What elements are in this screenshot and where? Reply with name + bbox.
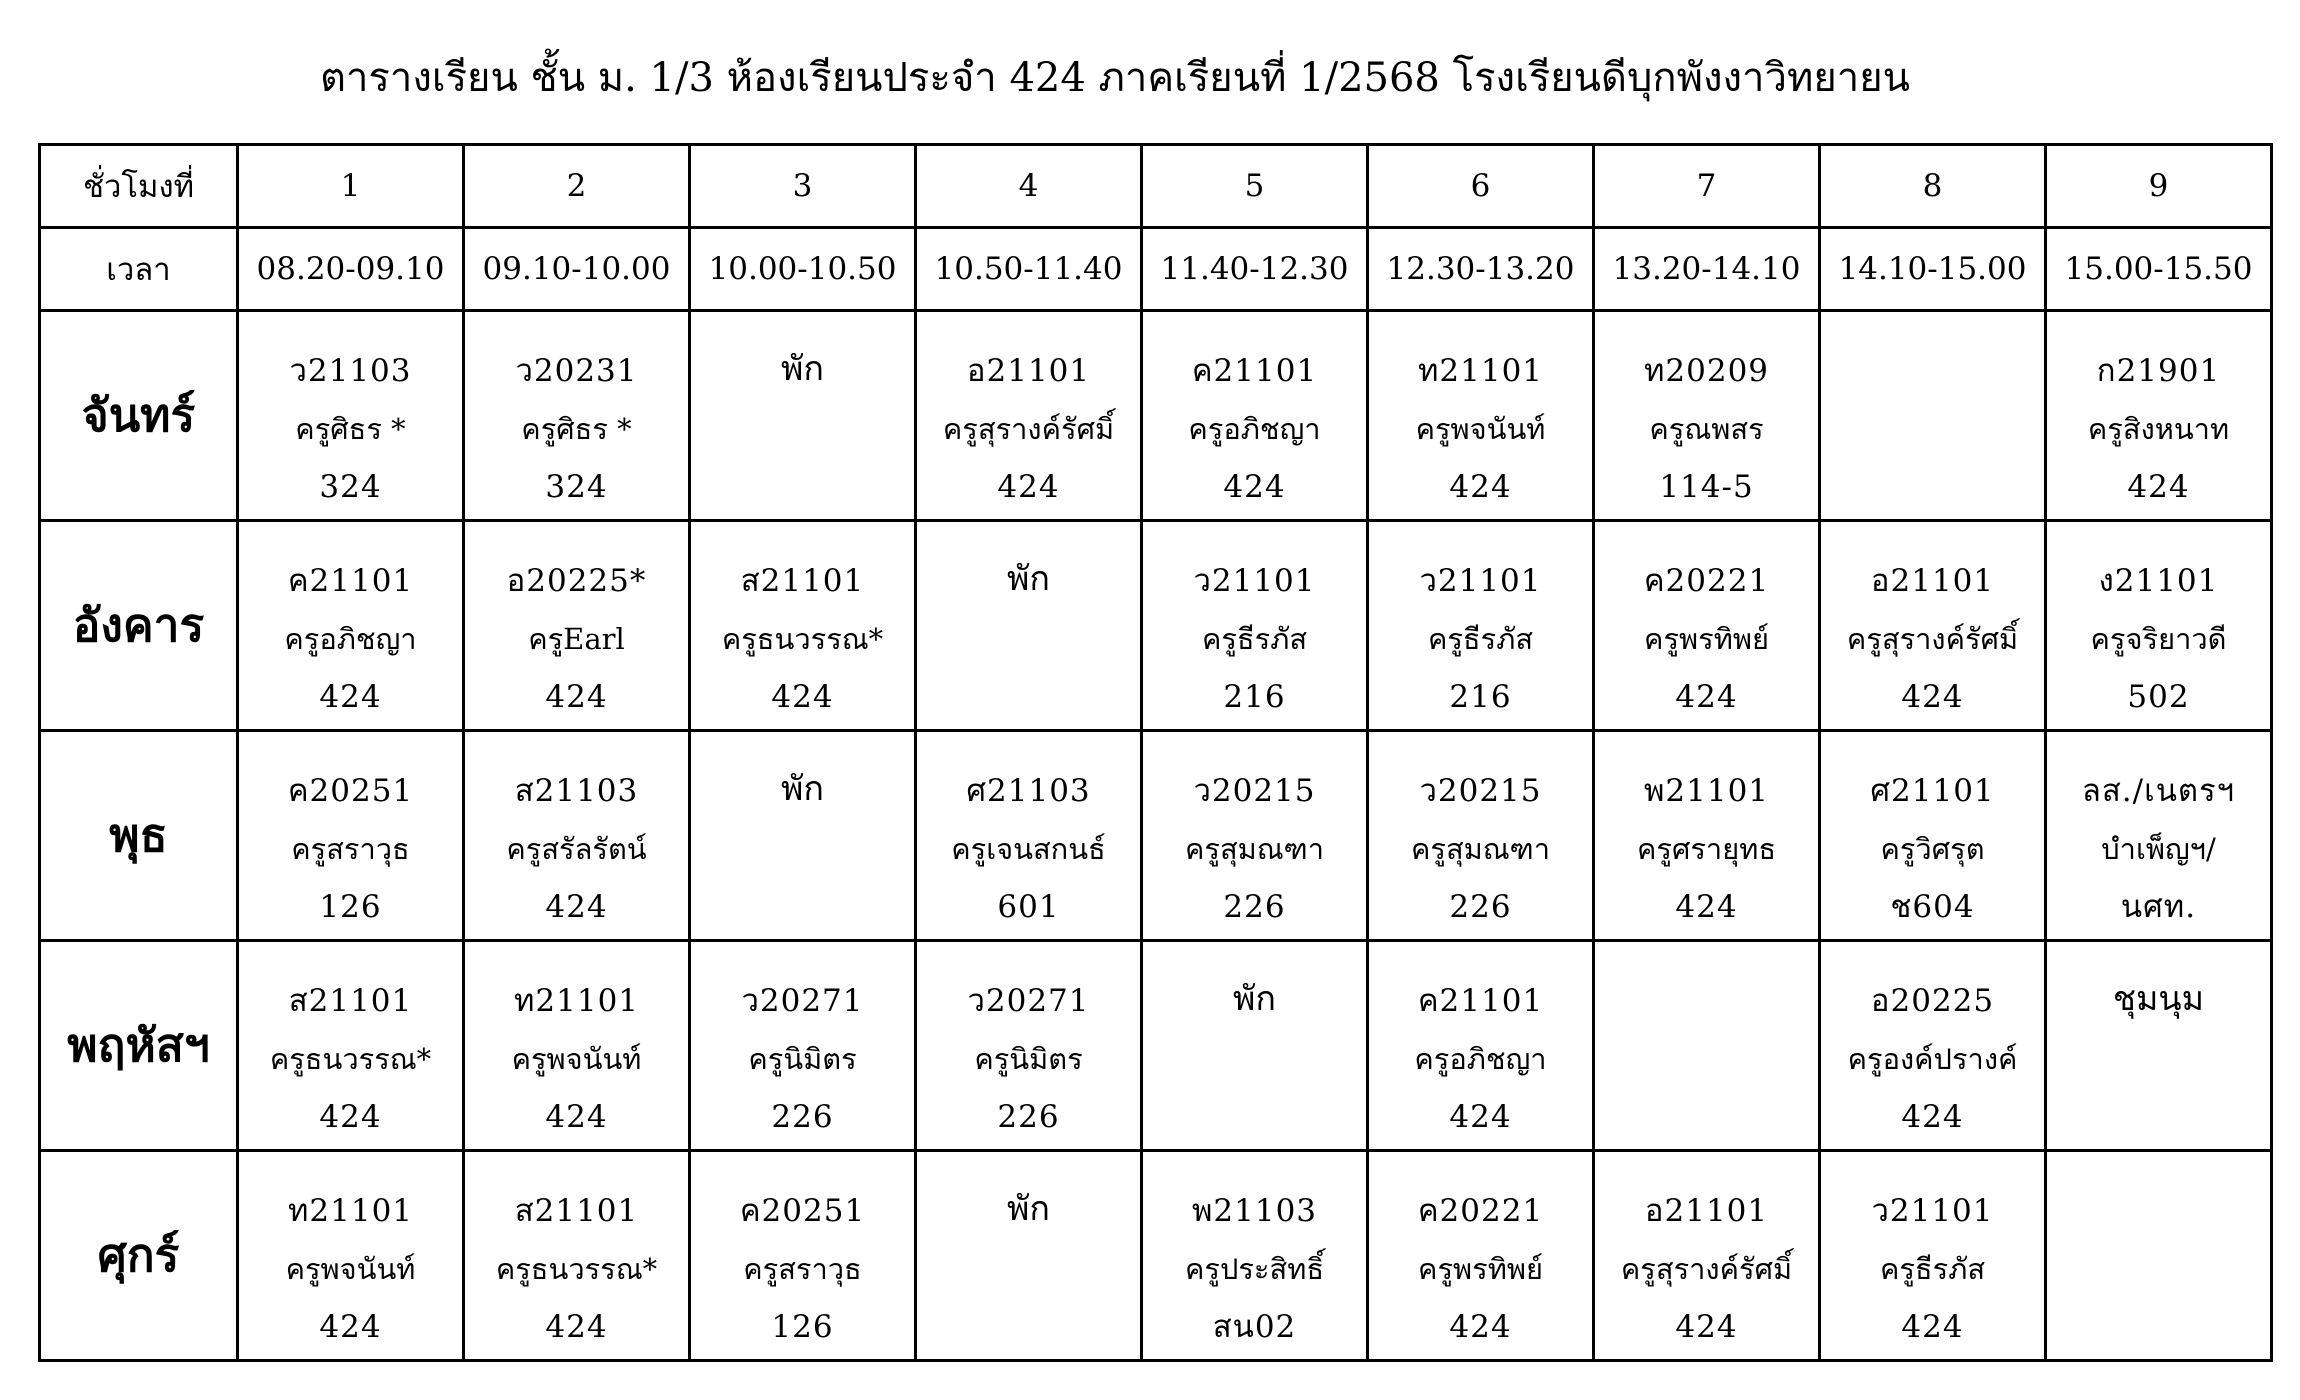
period-number: 5 (1142, 145, 1368, 228)
subject-code: พ21101 (1643, 773, 1770, 809)
class-block (917, 942, 1140, 1149)
break-label: พัก (1233, 979, 1276, 1019)
class-block (2047, 522, 2270, 729)
class-block (1821, 522, 2044, 729)
class-block (1821, 1152, 2044, 1359)
break-block (691, 732, 914, 939)
class-cell (1594, 521, 1820, 731)
class-cell (1368, 311, 1594, 521)
room-number: ช604 (1890, 889, 1975, 925)
period-number: 4 (916, 145, 1142, 228)
class-block (691, 942, 914, 1149)
teacher-name: ครูธีรภัส (1879, 1252, 1986, 1286)
time-range: 10.00-10.50 (690, 228, 916, 311)
period-number: 1 (238, 145, 464, 228)
subject-code: ท20209 (1643, 353, 1770, 389)
class-block (1595, 732, 1818, 939)
class-block (239, 942, 462, 1149)
room-number: 424 (1449, 469, 1512, 505)
subject-code: ค20221 (1417, 1193, 1544, 1229)
teacher-name: ครูสุรางค์รัศมิ์ (1846, 622, 2019, 656)
room-number: 216 (1449, 679, 1512, 715)
class-cell (1142, 1151, 1368, 1361)
room-number: 324 (545, 469, 608, 505)
teacher-name: ครูจริยาวดี (2090, 622, 2227, 656)
class-cell (1368, 941, 1594, 1151)
class-block (2047, 312, 2270, 519)
period-number: 7 (1594, 145, 1820, 228)
timetable (38, 143, 2273, 1362)
day-name: อังคาร (40, 521, 238, 731)
class-block (1821, 732, 2044, 939)
teacher-name: บำเพ็ญฯ/ (2101, 832, 2216, 866)
teacher-name: ครูธนวรรณ* (495, 1252, 658, 1286)
subject-code: ว21101 (1193, 563, 1316, 599)
teacher-name: ครูสุมณฑา (1184, 832, 1325, 866)
class-cell (2046, 521, 2272, 731)
class-block (1595, 312, 1818, 519)
teacher-name: ครูสิงหนาท (2087, 412, 2230, 446)
time-range: 12.30-13.20 (1368, 228, 1594, 311)
subject-code: พ21103 (1191, 1193, 1318, 1229)
class-block (465, 942, 688, 1149)
subject-code: ท21101 (287, 1193, 414, 1229)
class-cell (2046, 731, 2272, 941)
class-block (1143, 732, 1366, 939)
room-number: 424 (771, 679, 834, 715)
room-number: 424 (1449, 1099, 1512, 1135)
class-cell (464, 521, 690, 731)
class-cell (238, 941, 464, 1151)
subject-code: ว20271 (967, 983, 1090, 1019)
room-number: 226 (1223, 889, 1286, 925)
teacher-name: ครูอภิชญา (1414, 1042, 1547, 1076)
break-block (1143, 942, 1366, 1149)
break-block (691, 312, 914, 519)
period-number: 6 (1368, 145, 1594, 228)
break-cell (1142, 941, 1368, 1151)
subject-code: ว20215 (1193, 773, 1316, 809)
room-number: 424 (1449, 1309, 1512, 1345)
time-range: 10.50-11.40 (916, 228, 1142, 311)
day-row (40, 1151, 2272, 1361)
subject-code: ส21101 (514, 1193, 639, 1229)
class-cell (238, 731, 464, 941)
time-range: 15.00-15.50 (2046, 228, 2272, 311)
class-cell (464, 1151, 690, 1361)
subject-code: ค20251 (287, 773, 414, 809)
teacher-name: ครูสุรางค์รัศมิ์ (1620, 1252, 1793, 1286)
break-block (2047, 942, 2270, 1149)
class-cell (464, 311, 690, 521)
break-cell (916, 1151, 1142, 1361)
room-number: 114-5 (1659, 469, 1754, 505)
room-number: 424 (545, 679, 608, 715)
room-number: 226 (997, 1099, 1060, 1135)
teacher-name: ครูวิศรุต (1880, 832, 1985, 866)
period-number: 2 (464, 145, 690, 228)
class-block (239, 312, 462, 519)
subject-code: ง21101 (2098, 563, 2219, 599)
break-cell (690, 731, 916, 941)
class-cell (1368, 731, 1594, 941)
room-number: 226 (771, 1099, 834, 1135)
class-block (1143, 312, 1366, 519)
teacher-name: ครูศิธร * (295, 412, 406, 446)
subject-code: ค21101 (1191, 353, 1318, 389)
empty-cell (2046, 1151, 2272, 1361)
subject-code: ท21101 (513, 983, 640, 1019)
teacher-name: ครูเจนสกนธ์ (951, 832, 1106, 866)
teacher-name: ครูพจนันท์ (511, 1042, 642, 1076)
teacher-name: ครูธนวรรณ* (721, 622, 884, 656)
teacher-name: ครูสราวุธ (291, 832, 410, 866)
time-range: 11.40-12.30 (1142, 228, 1368, 311)
class-block (917, 312, 1140, 519)
teacher-name: ครูพรทิพย์ (1644, 622, 1769, 656)
class-cell (1594, 311, 1820, 521)
subject-code: อ21101 (966, 353, 1091, 389)
class-cell (916, 731, 1142, 941)
page-title: ตารางเรียน ชั้น ม. 1/3 ห้องเรียนประจำ 424 ภาคเรียนที่ 1/2568 โรงเรียนดีบุกพังงาวิทยายน (319, 55, 1911, 101)
subject-code: ส21103 (514, 773, 639, 809)
break-block (917, 522, 1140, 729)
teacher-name: ครูประสิทธิ์ (1184, 1252, 1325, 1286)
period-number: 8 (1820, 145, 2046, 228)
room-number: 424 (1901, 1309, 1964, 1345)
time-label: เวลา (40, 228, 238, 311)
room-number: 424 (1675, 1309, 1738, 1345)
room-number: 424 (319, 1099, 382, 1135)
subject-code: ค21101 (1417, 983, 1544, 1019)
class-block (465, 1152, 688, 1359)
class-cell (464, 941, 690, 1151)
subject-code: ค20221 (1643, 563, 1770, 599)
break-cell (690, 311, 916, 521)
class-block (2047, 732, 2270, 939)
room-number: 126 (771, 1309, 834, 1345)
teacher-name: ครูศรายุทธ (1636, 832, 1777, 866)
room-number: 424 (545, 889, 608, 925)
subject-code: ว20231 (515, 353, 638, 389)
subject-code: ท21101 (1417, 353, 1544, 389)
class-block (1369, 942, 1592, 1149)
room-number: สน02 (1212, 1309, 1297, 1345)
class-block (239, 522, 462, 729)
class-block (1143, 1152, 1366, 1359)
class-cell (690, 1151, 916, 1361)
class-block (1143, 522, 1366, 729)
class-cell (1820, 521, 2046, 731)
empty-block (2047, 1152, 2270, 1359)
class-cell (464, 731, 690, 941)
class-cell (1142, 731, 1368, 941)
class-block (1369, 522, 1592, 729)
break-label: พัก (781, 349, 824, 389)
period-header-row (40, 145, 2272, 228)
empty-block (1821, 312, 2044, 519)
room-number: 424 (1223, 469, 1286, 505)
class-block (1595, 1152, 1818, 1359)
subject-code: ศ21101 (1870, 773, 1995, 809)
time-range: 08.20-09.10 (238, 228, 464, 311)
room-number: 126 (319, 889, 382, 925)
class-cell (1594, 731, 1820, 941)
class-cell (1594, 1151, 1820, 1361)
break-label: พัก (1007, 559, 1050, 599)
class-block (465, 732, 688, 939)
class-block (465, 312, 688, 519)
subject-code: ก21901 (2096, 353, 2221, 389)
teacher-name: ครูณพสร (1649, 412, 1764, 446)
teacher-name: ครูสราวุธ (743, 1252, 862, 1286)
room-number: 424 (319, 679, 382, 715)
class-block (1595, 522, 1818, 729)
subject-code: ศ21103 (966, 773, 1091, 809)
class-cell (1368, 1151, 1594, 1361)
day-name: ศุกร์ (40, 1151, 238, 1361)
class-cell (1820, 731, 2046, 941)
room-number: 424 (1675, 889, 1738, 925)
subject-code: ว20215 (1419, 773, 1542, 809)
empty-block (1595, 942, 1818, 1149)
subject-code: อ20225 (1870, 983, 1995, 1019)
class-block (239, 1152, 462, 1359)
class-cell (916, 311, 1142, 521)
class-block (1821, 942, 2044, 1149)
class-cell (2046, 311, 2272, 521)
empty-cell (1594, 941, 1820, 1151)
time-row (40, 228, 2272, 311)
day-row (40, 521, 2272, 731)
class-block (691, 522, 914, 729)
room-number: 424 (545, 1309, 608, 1345)
teacher-name: ครูสรัลรัตน์ (506, 832, 647, 866)
room-number: 424 (1675, 679, 1738, 715)
break-block (917, 1152, 1140, 1359)
class-cell (238, 521, 464, 731)
day-row (40, 731, 2272, 941)
break-cell (2046, 941, 2272, 1151)
teacher-name: ครูธีรภัส (1201, 622, 1308, 656)
class-cell (1368, 521, 1594, 731)
room-number: 502 (2127, 679, 2190, 715)
room-number: 424 (997, 469, 1060, 505)
class-block (1369, 312, 1592, 519)
class-cell (690, 521, 916, 731)
room-number: นศท. (2120, 889, 2197, 925)
day-name: จันทร์ (40, 311, 238, 521)
subject-code: ส21101 (740, 563, 865, 599)
subject-code: ว21101 (1871, 1193, 1994, 1229)
class-cell (1820, 941, 2046, 1151)
break-cell (916, 521, 1142, 731)
room-number: 324 (319, 469, 382, 505)
subject-code: ว20271 (741, 983, 864, 1019)
room-number: 226 (1449, 889, 1512, 925)
room-number: 424 (545, 1099, 608, 1135)
class-cell (1142, 521, 1368, 731)
break-label: พัก (781, 769, 824, 809)
teacher-name: ครูสุมณฑา (1410, 832, 1551, 866)
class-cell (238, 1151, 464, 1361)
teacher-name: ครูนิมิตร (748, 1042, 857, 1076)
room-number: 216 (1223, 679, 1286, 715)
break-label: พัก (1007, 1189, 1050, 1229)
room-number: 424 (2127, 469, 2190, 505)
time-range: 13.20-14.10 (1594, 228, 1820, 311)
class-block (691, 1152, 914, 1359)
time-range: 14.10-15.00 (1820, 228, 2046, 311)
empty-cell (1820, 311, 2046, 521)
room-number: 601 (997, 889, 1060, 925)
subject-code: อ21101 (1644, 1193, 1769, 1229)
day-row (40, 941, 2272, 1151)
subject-code: ค21101 (287, 563, 414, 599)
subject-code: ว21101 (1419, 563, 1542, 599)
teacher-name: ครูสุรางค์รัศมิ์ (942, 412, 1115, 446)
teacher-name: ครูพจนันท์ (285, 1252, 416, 1286)
subject-code: อ21101 (1870, 563, 1995, 599)
class-cell (916, 941, 1142, 1151)
class-block (239, 732, 462, 939)
class-cell (690, 941, 916, 1151)
class-block (465, 522, 688, 729)
teacher-name: ครูนิมิตร (974, 1042, 1083, 1076)
teacher-name: ครูอภิชญา (1188, 412, 1321, 446)
teacher-name: ครูพจนันท์ (1415, 412, 1546, 446)
room-number: 424 (319, 1309, 382, 1345)
subject-code: ส21101 (288, 983, 413, 1019)
class-cell (238, 311, 464, 521)
class-cell (1142, 311, 1368, 521)
day-row (40, 311, 2272, 521)
teacher-name: ครูศิธร * (521, 412, 632, 446)
subject-code: ค20251 (739, 1193, 866, 1229)
break-label: ชุมนุม (2112, 979, 2205, 1019)
period-label: ชั่วโมงที่ (40, 145, 238, 228)
class-block (1369, 1152, 1592, 1359)
teacher-name: ครูธนวรรณ* (269, 1042, 432, 1076)
teacher-name: ครูEarl (528, 622, 625, 656)
teacher-name: ครูองค์ปรางค์ (1847, 1042, 2018, 1076)
period-number: 9 (2046, 145, 2272, 228)
subject-code: ลส./เนตรฯ (2081, 773, 2236, 809)
subject-code: อ20225* (506, 563, 647, 599)
day-name: พุธ (40, 731, 238, 941)
class-block (1369, 732, 1592, 939)
teacher-name: ครูธีรภัส (1427, 622, 1534, 656)
time-range: 09.10-10.00 (464, 228, 690, 311)
period-number: 3 (690, 145, 916, 228)
class-cell (1820, 1151, 2046, 1361)
teacher-name: ครูพรทิพย์ (1418, 1252, 1543, 1286)
day-name: พฤหัสฯ (40, 941, 238, 1151)
class-block (917, 732, 1140, 939)
room-number: 424 (1901, 1099, 1964, 1135)
room-number: 424 (1901, 679, 1964, 715)
subject-code: ว21103 (289, 353, 412, 389)
teacher-name: ครูอภิชญา (284, 622, 417, 656)
